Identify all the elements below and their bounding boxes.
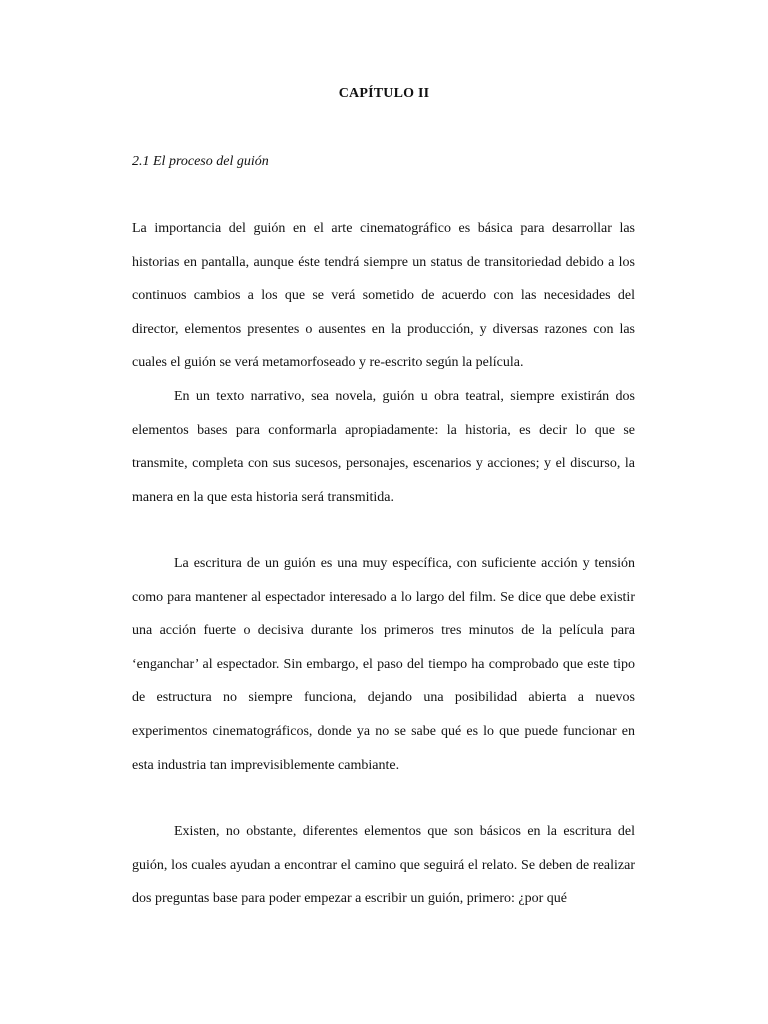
paragraph-block xyxy=(132,815,635,916)
paragraph: La escritura de un guión es una muy específica, con suficiente acción y tensión como para mantener al espectador interesado a lo largo del film. Se dice que debe existir una acción fuerte o decisiva durante los primeros tres minutos de la película para ‘enganchar’ al espectador. Sin embargo, el paso del tiempo ha comprobado que este tipo de estructura no siempre funciona, dejando una posibilidad abierta a nuevos experimentos cinematográficos, donde ya no se sabe qué es lo que puede funcionar en esta industria tan imprevisiblemente cambiante. xyxy=(132,556,635,773)
paragraph: La importancia del guión en el arte cinematográfico es básica para desarrollar las historias en pantalla, aunque éste tendrá siempre un status de transitoriedad debido a los continuos cambios a los que se verá sometido de acuerdo con las necesidades del director, elementos presentes o ausentes en la producción, y diversas razones con las cuales el guión se verá metamorfoseado y re-escrito según la película. xyxy=(132,221,635,371)
chapter-title: CAPÍTULO II xyxy=(338,86,430,101)
section-heading: 2.1 El proceso del guión xyxy=(132,154,269,169)
paragraph-block xyxy=(132,547,635,782)
paragraph: Existen, no obstante, diferentes elementos que son básicos en la escritura del guión, los cuales ayudan a encontrar el camino que seguirá el relato. Se deben de realizar dos preguntas base para poder empezar a escribir un guión, primero: ¿por qué xyxy=(132,824,635,907)
paragraph-block xyxy=(132,380,635,514)
paragraph-block xyxy=(132,212,635,380)
paragraph: En un texto narrativo, sea novela, guión u obra teatral, siempre existirán dos elementos bases para conformarla apropiadamente: la historia, es decir lo que se transmite, completa con sus sucesos, personajes, escenarios y acciones; y el discurso, la manera en la que esta historia será transmitida. xyxy=(132,389,635,505)
